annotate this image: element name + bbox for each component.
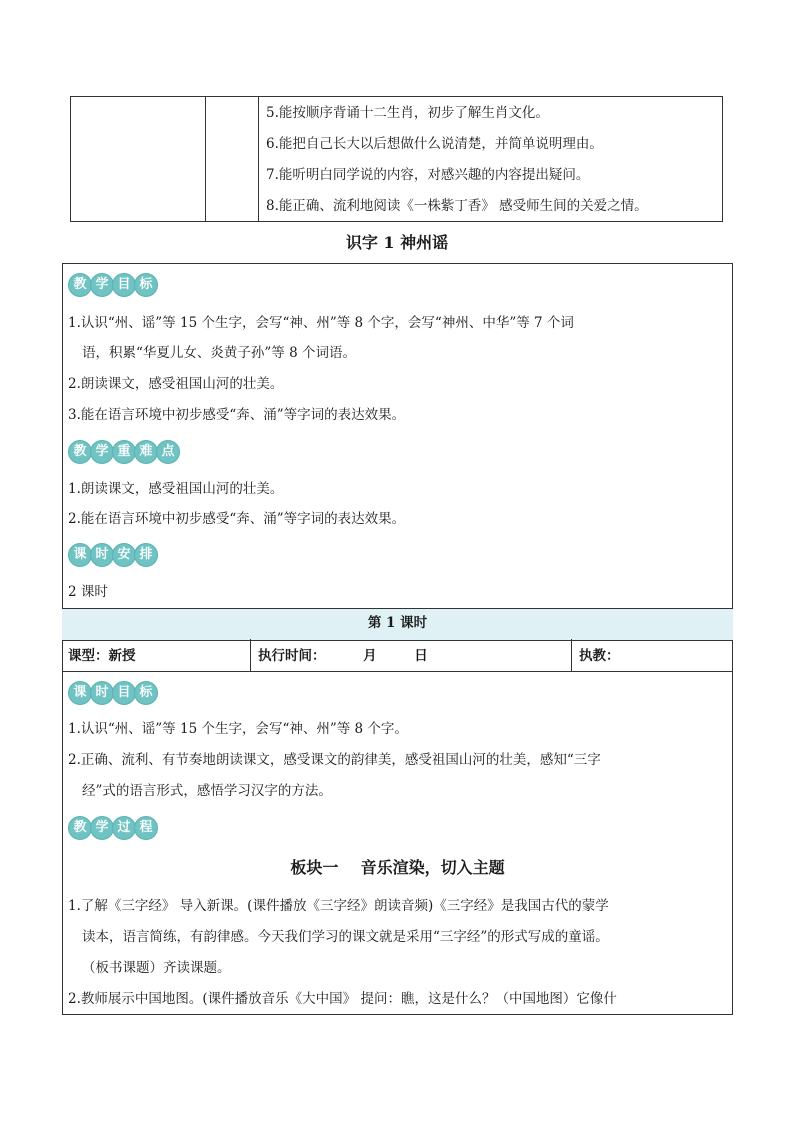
process-line: 2.教师展示中国地图。(课件播放音乐《大中国》 提问：瞧，这是什么？（中国地图）它像什 bbox=[68, 991, 617, 1007]
top-table-item: 8.能正确、流利地阅读《一株紫丁香》 感受师生间的关爱之情。 bbox=[266, 198, 648, 214]
key-point-line: 2.能在语言环境中初步感受“奔、涌”等字词的表达效果。 bbox=[68, 511, 406, 527]
top-table-item: 5.能按顺序背诵十二生肖，初步了解生肖文化。 bbox=[266, 105, 549, 121]
goal-line: 2.朗读课文，感受祖国山河的壮美。 bbox=[68, 376, 284, 392]
period-bar-label: 第 1 课时 bbox=[367, 615, 428, 631]
lesson-type: 课型：新授 bbox=[68, 648, 136, 664]
goal-line: 语，积累“华夏儿女、炎黄子孙”等 8 个词语。 bbox=[82, 345, 356, 361]
period-goal-line: 2.正确、流利、有节奏地朗读课文，感受课文的韵律美，感受祖国山河的壮美，感知“三字 bbox=[68, 752, 601, 768]
period-goal-line: 1.认识“州、谣”等 15 个生字，会写“神、州”等 8 个字。 bbox=[68, 721, 408, 737]
section-badge-key-points: 教 学 重 难 点 bbox=[68, 440, 178, 464]
process-line: （板书课题）齐读课题。 bbox=[82, 960, 231, 976]
process-line: 1.了解《三字经》 导入新课。(课件播放《三字经》朗读音频)《三字经》是我国古代的蒙学 bbox=[68, 898, 609, 914]
top-table-item: 7.能听明白同学说的内容，对感兴趣的内容提出疑问。 bbox=[266, 167, 590, 183]
schedule-line: 2 课时 bbox=[68, 584, 108, 600]
section-badge-period-goals: 课 时 目 标 bbox=[68, 681, 156, 705]
top-table-item: 6.能把自己长大以后想做什么说清楚，并简单说明理由。 bbox=[266, 136, 603, 152]
section-badge-process: 教 学 过 程 bbox=[68, 816, 156, 840]
block-title: 板块一 音乐渲染，切入主题 bbox=[290, 858, 505, 877]
goal-line: 3.能在语言环境中初步感受“奔、涌”等字词的表达效果。 bbox=[68, 407, 406, 423]
teacher: 执教： bbox=[579, 648, 620, 664]
goal-line: 1.认识“州、谣”等 15 个生字，会写“神、州”等 8 个字，会写“神州、中华”等 7 个词 bbox=[68, 315, 574, 331]
lesson-title: 识字 1 神州谣 bbox=[345, 233, 449, 252]
execution-time: 执行时间： 月 日 bbox=[258, 648, 428, 664]
key-point-line: 1.朗读课文，感受祖国山河的壮美。 bbox=[68, 481, 284, 497]
section-badge-schedule: 课 时 安 排 bbox=[68, 543, 156, 567]
process-line: 读本，语言简练，有韵律感。今天我们学习的课文就是采用“三字经”的形式写成的童谣。 bbox=[82, 929, 609, 945]
section-badge-goals: 教 学 目 标 bbox=[68, 273, 156, 297]
period-goal-line: 经”式的语言形式，感悟学习汉字的方法。 bbox=[82, 783, 332, 799]
